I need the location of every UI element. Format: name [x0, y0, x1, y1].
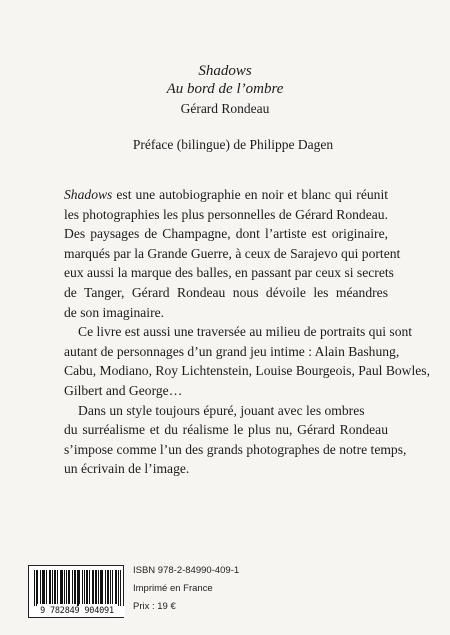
isbn: ISBN 978-2-84990-409-1: [133, 565, 240, 576]
blurb-line: marqués par la Grande Guerre, à ceux de Sarajevo qui portent: [64, 245, 401, 261]
blurb-line: Gilbert and George…: [64, 382, 183, 398]
book-author: Gérard Rondeau: [180, 101, 270, 116]
blurb-line: Dans un style toujours épuré, jouant avec les ombres: [78, 402, 365, 418]
preface-credit: Préface (bilingue) de Philippe Dagen: [132, 137, 334, 152]
book-title: Shadows: [198, 63, 252, 79]
blurb-line-text: est une autobiographie en noir et blanc qui réunit: [112, 187, 388, 202]
blurb-line: [64, 185, 388, 205]
barcode-digits: 9 782849 904091: [29, 606, 125, 617]
book-subtitle: Au bord de l’ombre: [166, 81, 284, 97]
title-mention: Shadows: [64, 187, 113, 202]
blurb-line: du surréalisme et du réalisme le plus nu, Gérard Rondeau: [64, 422, 388, 438]
blurb-paragraph-2: [64, 322, 430, 400]
blurb-line: de son imaginaire.: [64, 304, 165, 320]
blurb-paragraph-1: [64, 185, 401, 322]
blurb-line: autant de personnages d’un grand jeu intime : Alain Bashung,: [64, 343, 400, 359]
price: Prix : 19 €: [133, 601, 176, 612]
blurb-line: Ce livre est aussi une traversée au milieu de portraits qui sont: [78, 324, 413, 340]
blurb-line: de Tanger, Gérard Rondeau nous dévoile les méandres: [64, 284, 388, 300]
blurb-line: Cabu, Modiano, Roy Lichtenstein, Louise Bourgeois, Paul Bowles,: [64, 363, 430, 379]
barcode: [28, 565, 124, 618]
blurb-line: un écrivain de l’image.: [64, 461, 190, 477]
blurb-line: les photographies les plus personnelles de Gérard Rondeau.: [64, 206, 388, 222]
blurb: [64, 185, 430, 479]
blurb-line: eux aussi la marque des balles, en passant par ceux si secrets: [64, 265, 394, 281]
printed-in: Imprimé en France: [133, 583, 213, 594]
blurb-line: s’impose comme l’un des grands photographes de notre temps,: [64, 441, 407, 457]
blurb-line: Des paysages de Champagne, dont l’artiste est originaire,: [64, 226, 388, 242]
blurb-paragraph-3: [64, 401, 407, 479]
publication-info: [133, 565, 239, 619]
title-block: [0, 62, 450, 118]
